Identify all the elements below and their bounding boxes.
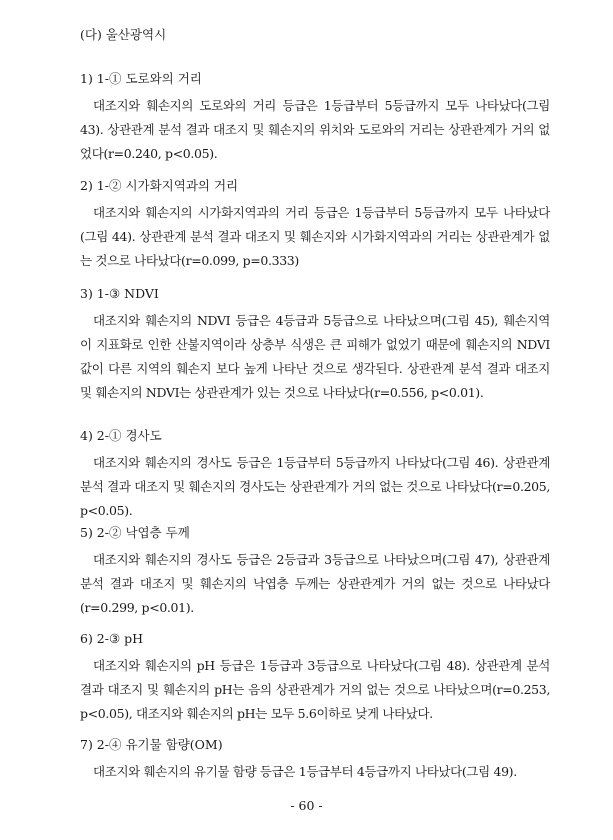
subsection-heading: 3) 1-③ NDVI (80, 286, 159, 301)
subsection-heading: 4) 2-① 경사도 (80, 428, 162, 443)
subsection-organic-matter (80, 736, 550, 784)
subsection-heading: 1) 1-① 도로와의 거리 (80, 71, 202, 86)
subsection-heading: 6) 2-③ pH (80, 631, 144, 646)
subsection-paragraph: 대조지와 훼손지의 경사도 등급은 2등급과 3등급으로 나타났으며(그림 47), 상관관계 분석 결과 대조지 및 훼손지의 낙엽층 두께는 상관관계가 거의 없는 것으로 나타났다(r=0.299, p<0.01). (80, 552, 550, 615)
subsection-paragraph: 대조지와 훼손지의 시가화지역과의 거리 등급은 1등급부터 5등급까지 모두 나타났다(그림 44). 상관관계 분석 결과 대조지 및 훼손지와 시가화지역과의 거리는 상관관계가 없는 것으로 나타났다(r=0.099, p=0.333) (80, 205, 550, 268)
subsection-paragraph: 대조지와 훼손지의 NDVI 등급은 4등급과 5등급으로 나타났으며(그림 45), 훼손지역이 지표화로 인한 산불지역이라 상층부 식생은 큰 피해가 없었기 때문에 훼손지의 NDVI 값이 다른 지역의 훼손지 보다 높게 나타난 것으로 생각된다. 상관관계 분석 결과 대조지 및 훼손지의 NDVI는 상관관계가 있는 것으로 나타났다(r=0.556, p<0.01). (80, 313, 550, 400)
subsection-ndvi (80, 285, 550, 405)
subsection-paragraph: 대조지와 훼손지의 pH 등급은 1등급과 3등급으로 나타났다(그림 48). 상관관계 분석 결과 대조지 및 훼손지의 pH는 음의 상관관계가 거의 없는 것으로 나타났으며(r=0.253, p<0.05), 대조지와 훼손지의 pH는 모두 5.6이하로 낮게 나타났다. (80, 658, 550, 721)
subsection-heading: 7) 2-④ 유기물 함량(OM) (80, 737, 223, 752)
page-number: - 60 - (290, 798, 323, 813)
subsection-ph (80, 630, 550, 726)
subsection-heading: 5) 2-② 낙엽층 두께 (80, 525, 190, 540)
subsection-paragraph: 대조지와 훼손지의 경사도 등급은 1등급부터 5등급까지 나타났다(그림 46). 상관관계 분석 결과 대조지 및 훼손지의 경사도는 상관관계가 거의 없는 것으로 나타났다(r=0.205, p<0.05). (80, 455, 550, 518)
subsection-paragraph: 대조지와 훼손지의 유기물 함량 등급은 1등급부터 4등급까지 나타났다(그림 49). (93, 764, 517, 779)
subsection-slope (80, 427, 550, 523)
subsection-litter-thickness (80, 524, 550, 620)
subsection-urban-distance (80, 177, 550, 273)
subsection-road-distance (80, 70, 550, 166)
section-title: (다) 울산광역시 (80, 27, 167, 42)
subsection-paragraph: 대조지와 훼손지의 도로와의 거리 등급은 1등급부터 5등급까지 모두 나타났다(그림 43). 상관관계 분석 결과 대조지 및 훼손지의 위치와 도로와의 거리는 상관관계가 거의 없었다(r=0.240, p<0.05). (80, 98, 550, 161)
subsection-heading: 2) 1-② 시가화지역과의 거리 (80, 178, 239, 193)
